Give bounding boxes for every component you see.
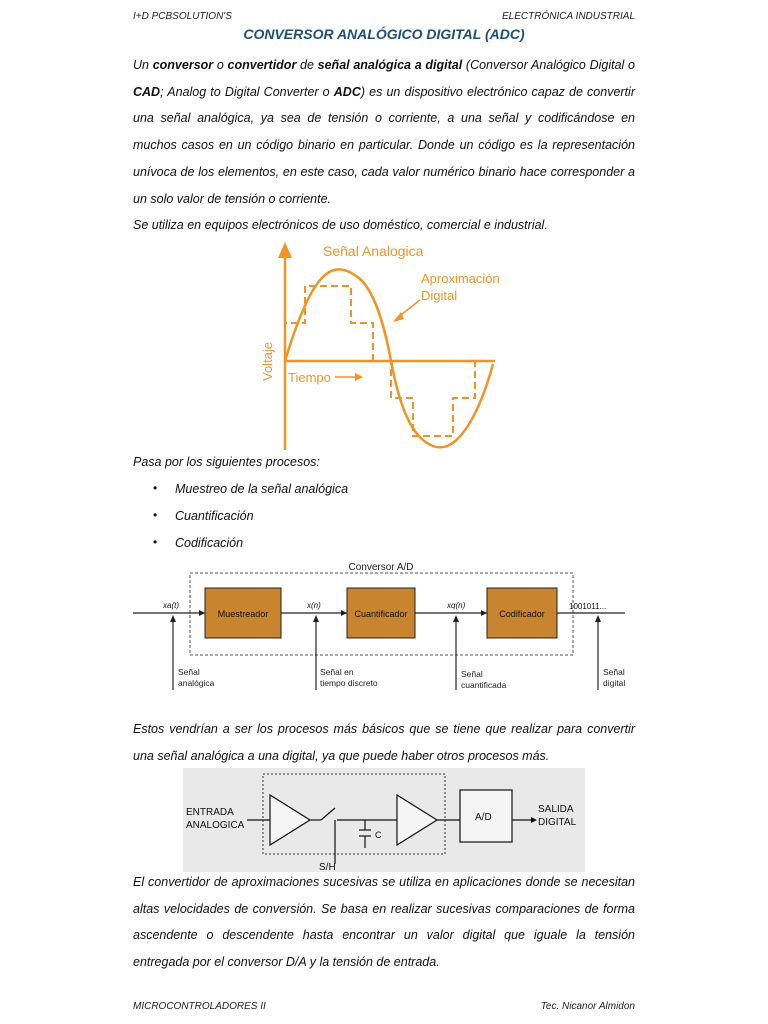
quantizer-label: Cuantificador (354, 609, 408, 619)
footer-right: Tec. Nicanor Almidon (540, 1001, 635, 1012)
process-intro: Pasa por los siguientes procesos: (133, 455, 320, 469)
bullet-marker: • (153, 508, 158, 522)
ad-label: A/D (475, 812, 492, 823)
input-label-1: ENTRADA (186, 807, 234, 818)
voltage-axis-label: Voltaje (260, 341, 275, 381)
bullet-marker: • (153, 481, 158, 495)
intro-paragraph: Un conversor o convertidor de señal analógica a digital (Conversor Analógico Digital o CAD; Analog to Digital Converter o ADC) es un dispositivo electrónico capaz de convertir una señal analógica, ya sea de tensión o corriente, a una señal y codificándose en muchos casos en un código binario en particular. Donde un código es la representación unívoca de los elementos, en este caso, cada valor numérico binario hace corresponder a un solo valor de tensión o corriente. (133, 58, 635, 206)
label-digital-1: Señal (603, 667, 625, 677)
label-quantized-2: cuantificada (461, 680, 507, 690)
header-right: ELECTRÓNICA INDUSTRIAL (502, 11, 635, 22)
capacitor-label: C (375, 830, 382, 840)
sh-label: S/H (319, 862, 336, 872)
label-analog-1: Señal (178, 667, 200, 677)
analog-digital-wave-figure (255, 238, 510, 453)
header-left: I+D PCBSOLUTION'S (133, 11, 232, 22)
approx-label-line2: Digital (421, 288, 458, 303)
footer-left: MICROCONTROLADORES II (133, 1001, 266, 1012)
input-label-2: ANALOGICA (186, 820, 245, 831)
summary-paragraph: Estos vendrían a ser los procesos más básicos que se tiene que realizar para convertir una señal analógica a una digital, ya que puede haber otros procesos más. (133, 722, 635, 763)
sample-hold-diagram (183, 768, 585, 872)
label-analog-2: analógica (178, 678, 215, 688)
converter-frame-label: Conversor A/D (348, 562, 414, 573)
encoder-label: Codificador (499, 609, 545, 619)
signal-xq: xq(n) (447, 601, 466, 610)
process-item: Codificación (175, 536, 244, 550)
approx-label-line1: Aproximación (421, 271, 500, 286)
time-axis-label: Tiempo (288, 370, 331, 385)
sar-paragraph: El convertidor de aproximaciones sucesivas se utiliza en aplicaciones donde se necesitan altas velocidades de conversión. Se basa en realizar sucesivas comparaciones de forma ascendente o descendente hasta encontrar un valor digital que iguale la tensión entregada por el conversor D/A y la tensión de entrada. (133, 875, 635, 970)
adc-block-diagram (133, 558, 635, 698)
process-item: Muestreo de la señal analógica (175, 482, 349, 496)
label-discrete-2: tiempo discreto (320, 678, 378, 688)
label-quantized-1: Señal (461, 669, 483, 679)
bullet-marker: • (153, 535, 158, 549)
signal-xn: x(n) (307, 601, 321, 610)
label-digital-2: digital (603, 678, 626, 688)
voltage-axis-arrow (278, 242, 292, 258)
output-label-1: SALIDA (538, 804, 574, 815)
output-label-2: DIGITAL (538, 817, 577, 828)
process-item: Cuantificación (175, 509, 254, 523)
page-title: CONVERSOR ANALÓGICO DIGITAL (ADC) (243, 26, 525, 42)
sampler-label: Muestreador (217, 609, 269, 619)
output-code: 1001011... (569, 602, 607, 611)
analog-signal-label: Señal Analogica (323, 243, 424, 259)
usage-text: Se utiliza en equipos electrónicos de uso doméstico, comercial e industrial. (133, 218, 548, 232)
label-discrete-1: Señal en (320, 667, 354, 677)
analog-signal-curve (285, 269, 493, 447)
signal-xa: xa(t) (163, 601, 179, 610)
